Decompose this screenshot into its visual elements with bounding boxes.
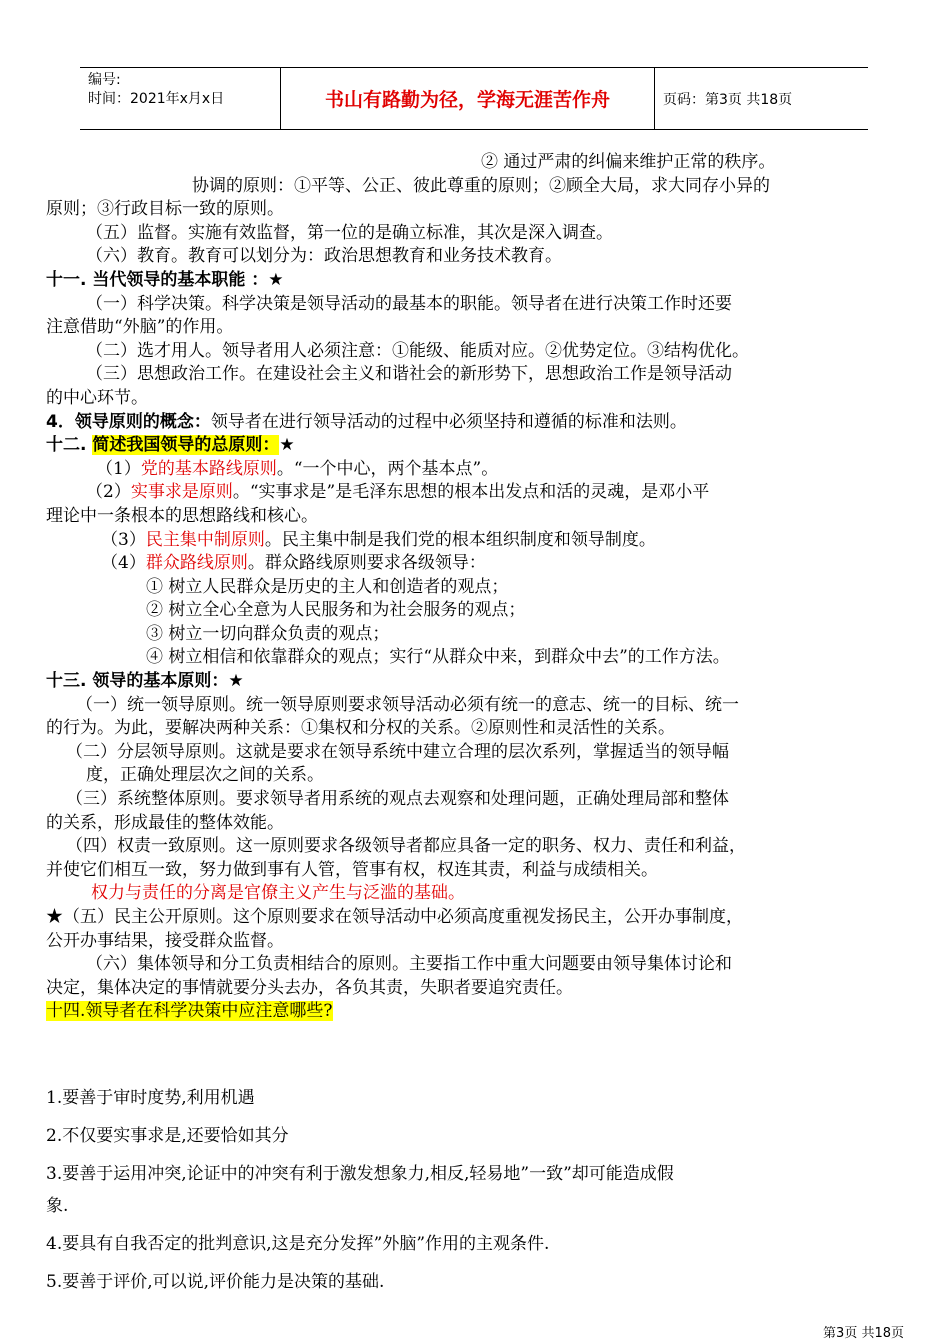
text-run: 民主集中制原则 bbox=[145, 529, 265, 550]
text-run: 。民主集中制是我们党的根本组织制度和领导制度。 bbox=[264, 529, 656, 550]
text-run: 的关系，形成最佳的整体效能。 bbox=[46, 812, 284, 833]
text-run: （二）选才用人。领导者用人必须注意：①能级、能质对应。②优势定位。③结构优化。 bbox=[86, 340, 749, 361]
list-item: 5.要善于评价,可以说,评价能力是决策的基础. bbox=[46, 1272, 385, 1292]
text-run: 十一. 当代领导的基本职能 ：★ bbox=[46, 269, 284, 290]
text-run: （二）分层领导原则。这就是要求在领导系统中建立合理的层次系列，掌握适当的领导幅 bbox=[66, 741, 729, 762]
header-page-number: 页码：第3页 共18页 bbox=[663, 91, 793, 108]
text-run: 公开办事结果，接受群众监督。 bbox=[46, 930, 284, 951]
text-run: ② 通过严肃的纠偏来维护正常的秩序。 bbox=[481, 152, 776, 172]
text-run: 十三. 领导的基本原则：★ bbox=[46, 671, 244, 692]
text-line bbox=[46, 599, 914, 623]
text-run: 领导者在进行领导活动的过程中必须坚持和遵循的标准和法则。 bbox=[210, 411, 687, 432]
header-time: 时间：2021年x月x日 bbox=[88, 91, 225, 107]
text-line bbox=[46, 363, 914, 387]
text-run: （五）监督。实施有效监督，第一位的是确立标准，其次是深入调查。 bbox=[86, 222, 613, 243]
header-meta bbox=[80, 68, 281, 129]
text-line bbox=[46, 882, 914, 906]
text-run: （一）科学决策。科学决策是领导活动的最基本的职能。领导者在进行决策工作时还要 bbox=[86, 293, 732, 314]
text-line bbox=[46, 198, 914, 222]
text-run: （3） bbox=[101, 529, 146, 550]
document-body bbox=[46, 151, 914, 1024]
text-line bbox=[46, 529, 914, 553]
text-run: 理论中一条根本的思想路线和核心。 bbox=[46, 505, 318, 526]
text-line bbox=[46, 906, 914, 930]
text-line bbox=[46, 151, 914, 175]
text-line bbox=[46, 552, 914, 576]
text-run: 原则；③行政目标一致的原则。 bbox=[46, 199, 284, 220]
list-item: 2.不仅要实事求是,还要恰如其分 bbox=[46, 1126, 289, 1146]
text-line bbox=[46, 481, 914, 505]
text-line bbox=[46, 576, 914, 600]
text-line bbox=[46, 340, 914, 364]
text-run: 群众路线原则 bbox=[145, 553, 248, 574]
list-item: 3.要善于运用冲突,论证中的冲突有利于激发想象力,相反,轻易地”一致”却可能造成假 bbox=[46, 1164, 674, 1184]
text-line bbox=[46, 953, 914, 977]
text-line bbox=[46, 387, 914, 411]
text-line bbox=[46, 764, 914, 788]
text-run: 十二. bbox=[46, 435, 93, 456]
text-run: 。“一个中心，两个基本点”。 bbox=[276, 458, 499, 479]
text-run: 协调的原则：①平等、公正、彼此尊重的原则；②顾全大局，求大同存小异的 bbox=[192, 175, 770, 196]
document-header bbox=[80, 67, 868, 130]
text-run: 简述我国领导的总原则： bbox=[92, 435, 280, 456]
text-line bbox=[46, 175, 914, 199]
text-run: （一）统一领导原则。统一领导原则要求领导活动必须有统一的意志、统一的目标、统一 bbox=[76, 694, 739, 715]
text-run: （四）权责一致原则。这一原则要求各级领导者都应具备一定的职务、权力、责任和利益， bbox=[66, 836, 746, 857]
text-line bbox=[46, 741, 914, 765]
text-run: 党的基本路线原则 bbox=[140, 458, 277, 479]
list-item: 4.要具有自我否定的批判意识,这是充分发挥”外脑”作用的主观条件. bbox=[46, 1234, 550, 1254]
header-motto: 书山有路勤为径，学海无涯苦作舟 bbox=[281, 68, 655, 129]
text-line bbox=[46, 293, 914, 317]
text-run: （1） bbox=[96, 458, 141, 479]
text-line bbox=[46, 623, 914, 647]
text-line bbox=[46, 788, 914, 812]
text-run: （三）系统整体原则。要求领导者用系统的观点去观察和处理问题，正确处理局部和整体 bbox=[66, 789, 729, 810]
text-run: 十四.领导者在科学决策中应注意哪些? bbox=[46, 1001, 333, 1022]
text-run: 。群众路线原则要求各级领导： bbox=[247, 553, 486, 574]
text-run: ① 树立人民群众是历史的主人和创造者的观点； bbox=[146, 576, 509, 597]
text-line bbox=[46, 646, 914, 670]
text-run: （2） bbox=[86, 482, 131, 503]
text-line bbox=[46, 717, 914, 741]
text-line bbox=[46, 1000, 914, 1024]
text-run: 实事求是原则 bbox=[130, 482, 233, 503]
text-line bbox=[46, 930, 914, 954]
text-run: ★（五）民主公开原则。这个原则要求在领导活动中必须高度重视发扬民主，公开办事制度， bbox=[46, 907, 743, 927]
decision-tips-list bbox=[46, 1086, 914, 1308]
text-line bbox=[46, 835, 914, 859]
text-run: （4） bbox=[101, 553, 146, 574]
text-run: ★ bbox=[279, 435, 295, 456]
text-run: ② 树立全心全意为人民服务和为社会服务的观点； bbox=[146, 600, 526, 621]
page-footer: 第3页 共18页 bbox=[823, 1326, 904, 1341]
text-run: （六）集体领导和分工负责相结合的原则。主要指工作中重大问题要由领导集体讨论和 bbox=[86, 954, 732, 975]
text-line bbox=[46, 316, 914, 340]
text-line bbox=[46, 859, 914, 883]
text-run: （六）教育。教育可以划分为：政治思想教育和业务技术教育。 bbox=[86, 246, 562, 267]
text-run: 决定，集体决定的事情就要分头去办，各负其责，失职者要追究责任。 bbox=[46, 977, 573, 998]
text-run: 注意借助“外脑”的作用。 bbox=[46, 317, 234, 338]
text-line bbox=[46, 411, 914, 435]
text-run: 的中心环节。 bbox=[46, 387, 148, 408]
text-line bbox=[46, 269, 914, 293]
text-run: 。“实事求是”是毛泽东思想的根本出发点和活的灵魂，是邓小平 bbox=[232, 482, 710, 503]
text-run: 4．领导原则的概念： bbox=[46, 411, 211, 432]
text-run: （三）思想政治工作。在建设社会主义和谐社会的新形势下，思想政治工作是领导活动 bbox=[86, 364, 732, 385]
text-run: 度，正确处理层次之间的关系。 bbox=[86, 765, 324, 786]
text-line bbox=[46, 977, 914, 1001]
text-run: ④ 树立相信和依靠群众的观点；实行“从群众中来，到群众中去”的工作方法。 bbox=[146, 647, 730, 668]
text-line bbox=[46, 245, 914, 269]
text-line bbox=[46, 458, 914, 482]
list-item: 象. bbox=[46, 1196, 69, 1216]
text-line bbox=[46, 694, 914, 718]
text-line bbox=[46, 222, 914, 246]
text-run: 的行为。为此，要解决两种关系：①集权和分权的关系。②原则性和灵活性的关系。 bbox=[46, 718, 675, 739]
text-line bbox=[46, 505, 914, 529]
text-run: 并使它们相互一致，努力做到事有人管，管事有权，权连其责，利益与成绩相关。 bbox=[46, 859, 658, 880]
text-run: 权力与责任的分离是官僚主义产生与泛滥的基础。 bbox=[91, 883, 465, 904]
text-line bbox=[46, 434, 914, 458]
text-line bbox=[46, 670, 914, 694]
text-run: ③ 树立一切向群众负责的观点； bbox=[146, 623, 390, 644]
header-number: 编号: bbox=[88, 72, 121, 88]
list-item: 1.要善于审时度势,利用机遇 bbox=[46, 1088, 255, 1108]
text-line bbox=[46, 812, 914, 836]
